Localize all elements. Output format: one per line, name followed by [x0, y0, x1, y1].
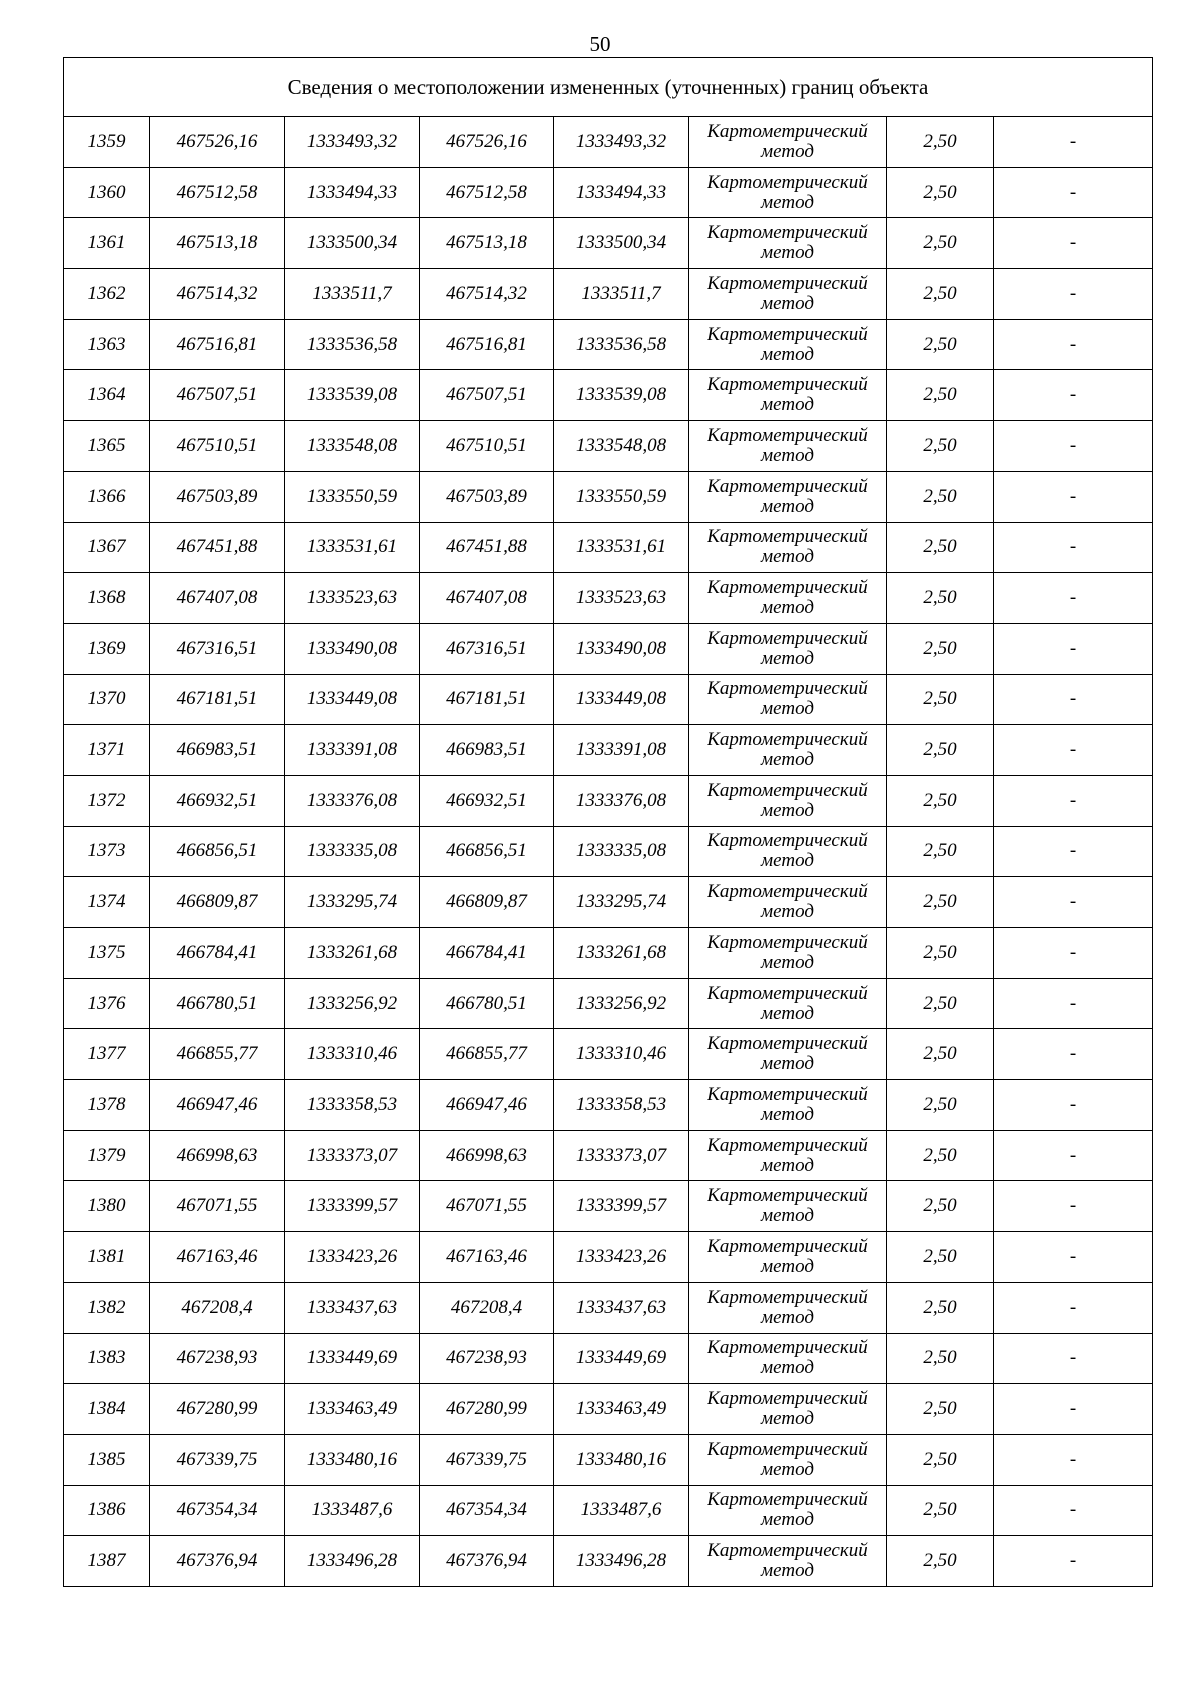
note-cell: -	[994, 877, 1153, 928]
method-cell: Картометрический метод	[689, 623, 887, 674]
method-cell: Картометрический метод	[689, 1282, 887, 1333]
table-row	[64, 928, 1153, 979]
existing-x-cell: 467451,88	[150, 522, 285, 573]
method-cell: Картометрический метод	[689, 1130, 887, 1181]
accuracy-cell: 2,50	[887, 421, 994, 472]
point-number-cell: 1372	[64, 775, 150, 826]
method-cell: Картометрический метод	[689, 1434, 887, 1485]
refined-x-cell: 467376,94	[420, 1536, 554, 1587]
existing-y-cell: 1333494,33	[285, 167, 420, 218]
accuracy-cell: 2,50	[887, 117, 994, 168]
refined-y-cell: 1333261,68	[554, 928, 689, 979]
method-cell: Картометрический метод	[689, 218, 887, 269]
existing-y-cell: 1333490,08	[285, 623, 420, 674]
existing-x-cell: 467316,51	[150, 623, 285, 674]
existing-y-cell: 1333449,69	[285, 1333, 420, 1384]
point-number-cell: 1364	[64, 370, 150, 421]
refined-x-cell: 467316,51	[420, 623, 554, 674]
existing-y-cell: 1333376,08	[285, 775, 420, 826]
method-cell: Картометрический метод	[689, 573, 887, 624]
method-cell: Картометрический метод	[689, 775, 887, 826]
point-number-cell: 1362	[64, 269, 150, 320]
note-cell: -	[994, 167, 1153, 218]
refined-y-cell: 1333536,58	[554, 319, 689, 370]
method-cell: Картометрический метод	[689, 1232, 887, 1283]
existing-y-cell: 1333496,28	[285, 1536, 420, 1587]
refined-y-cell: 1333376,08	[554, 775, 689, 826]
method-cell: Картометрический метод	[689, 471, 887, 522]
accuracy-cell: 2,50	[887, 1434, 994, 1485]
method-cell: Картометрический метод	[689, 1333, 887, 1384]
method-cell: Картометрический метод	[689, 1536, 887, 1587]
point-number-cell: 1385	[64, 1434, 150, 1485]
existing-x-cell: 466809,87	[150, 877, 285, 928]
existing-y-cell: 1333261,68	[285, 928, 420, 979]
refined-x-cell: 466784,41	[420, 928, 554, 979]
accuracy-cell: 2,50	[887, 674, 994, 725]
refined-y-cell: 1333550,59	[554, 471, 689, 522]
existing-y-cell: 1333500,34	[285, 218, 420, 269]
refined-y-cell: 1333310,46	[554, 1029, 689, 1080]
point-number-cell: 1370	[64, 674, 150, 725]
refined-x-cell: 466856,51	[420, 826, 554, 877]
table-row	[64, 674, 1153, 725]
table-row	[64, 471, 1153, 522]
refined-x-cell: 467507,51	[420, 370, 554, 421]
refined-x-cell: 467451,88	[420, 522, 554, 573]
accuracy-cell: 2,50	[887, 1232, 994, 1283]
refined-x-cell: 467510,51	[420, 421, 554, 472]
point-number-cell: 1373	[64, 826, 150, 877]
note-cell: -	[994, 370, 1153, 421]
table-row	[64, 573, 1153, 624]
refined-y-cell: 1333548,08	[554, 421, 689, 472]
existing-x-cell: 467163,46	[150, 1232, 285, 1283]
method-cell: Картометрический метод	[689, 1384, 887, 1435]
accuracy-cell: 2,50	[887, 928, 994, 979]
point-number-cell: 1361	[64, 218, 150, 269]
method-cell: Картометрический метод	[689, 319, 887, 370]
table-row	[64, 117, 1153, 168]
table-row	[64, 725, 1153, 776]
existing-x-cell: 467280,99	[150, 1384, 285, 1435]
method-cell: Картометрический метод	[689, 269, 887, 320]
existing-y-cell: 1333449,08	[285, 674, 420, 725]
note-cell: -	[994, 928, 1153, 979]
existing-x-cell: 466784,41	[150, 928, 285, 979]
note-cell: -	[994, 1384, 1153, 1435]
accuracy-cell: 2,50	[887, 978, 994, 1029]
method-cell: Картометрический метод	[689, 522, 887, 573]
refined-x-cell: 466780,51	[420, 978, 554, 1029]
existing-x-cell: 467181,51	[150, 674, 285, 725]
existing-x-cell: 467512,58	[150, 167, 285, 218]
refined-y-cell: 1333496,28	[554, 1536, 689, 1587]
note-cell: -	[994, 269, 1153, 320]
accuracy-cell: 2,50	[887, 269, 994, 320]
method-cell: Картометрический метод	[689, 1029, 887, 1080]
point-number-cell: 1369	[64, 623, 150, 674]
note-cell: -	[994, 471, 1153, 522]
existing-y-cell: 1333373,07	[285, 1130, 420, 1181]
refined-y-cell: 1333523,63	[554, 573, 689, 624]
refined-x-cell: 467513,18	[420, 218, 554, 269]
method-cell: Картометрический метод	[689, 928, 887, 979]
refined-x-cell: 467163,46	[420, 1232, 554, 1283]
accuracy-cell: 2,50	[887, 471, 994, 522]
refined-x-cell: 467512,58	[420, 167, 554, 218]
point-number-cell: 1386	[64, 1485, 150, 1536]
point-number-cell: 1371	[64, 725, 150, 776]
point-number-cell: 1359	[64, 117, 150, 168]
table-row	[64, 1536, 1153, 1587]
point-number-cell: 1379	[64, 1130, 150, 1181]
existing-y-cell: 1333548,08	[285, 421, 420, 472]
existing-x-cell: 466932,51	[150, 775, 285, 826]
existing-x-cell: 466983,51	[150, 725, 285, 776]
refined-x-cell: 466947,46	[420, 1080, 554, 1131]
refined-x-cell: 466983,51	[420, 725, 554, 776]
refined-x-cell: 467208,4	[420, 1282, 554, 1333]
note-cell: -	[994, 1282, 1153, 1333]
table-row	[64, 623, 1153, 674]
refined-y-cell: 1333399,57	[554, 1181, 689, 1232]
refined-x-cell: 466809,87	[420, 877, 554, 928]
refined-y-cell: 1333463,49	[554, 1384, 689, 1435]
accuracy-cell: 2,50	[887, 573, 994, 624]
point-number-cell: 1378	[64, 1080, 150, 1131]
note-cell: -	[994, 674, 1153, 725]
existing-y-cell: 1333480,16	[285, 1434, 420, 1485]
existing-x-cell: 467526,16	[150, 117, 285, 168]
refined-x-cell: 467503,89	[420, 471, 554, 522]
refined-x-cell: 467526,16	[420, 117, 554, 168]
table-row	[64, 218, 1153, 269]
refined-x-cell: 467407,08	[420, 573, 554, 624]
table-row	[64, 877, 1153, 928]
accuracy-cell: 2,50	[887, 1181, 994, 1232]
page-number: 50	[589, 32, 611, 56]
table-row	[64, 1333, 1153, 1384]
existing-x-cell: 467238,93	[150, 1333, 285, 1384]
table-row	[64, 978, 1153, 1029]
table-row	[64, 370, 1153, 421]
table-row	[64, 1232, 1153, 1283]
accuracy-cell: 2,50	[887, 1029, 994, 1080]
existing-y-cell: 1333310,46	[285, 1029, 420, 1080]
note-cell: -	[994, 1130, 1153, 1181]
existing-x-cell: 467354,34	[150, 1485, 285, 1536]
existing-y-cell: 1333493,32	[285, 117, 420, 168]
refined-x-cell: 467238,93	[420, 1333, 554, 1384]
existing-x-cell: 466947,46	[150, 1080, 285, 1131]
existing-y-cell: 1333523,63	[285, 573, 420, 624]
existing-y-cell: 1333463,49	[285, 1384, 420, 1435]
point-number-cell: 1363	[64, 319, 150, 370]
accuracy-cell: 2,50	[887, 623, 994, 674]
refined-y-cell: 1333493,32	[554, 117, 689, 168]
note-cell: -	[994, 1232, 1153, 1283]
accuracy-cell: 2,50	[887, 725, 994, 776]
method-cell: Картометрический метод	[689, 877, 887, 928]
refined-y-cell: 1333531,61	[554, 522, 689, 573]
accuracy-cell: 2,50	[887, 1080, 994, 1131]
refined-y-cell: 1333480,16	[554, 1434, 689, 1485]
point-number-cell: 1387	[64, 1536, 150, 1587]
note-cell: -	[994, 1333, 1153, 1384]
method-cell: Картометрический метод	[689, 826, 887, 877]
accuracy-cell: 2,50	[887, 1333, 994, 1384]
refined-x-cell: 467181,51	[420, 674, 554, 725]
refined-y-cell: 1333256,92	[554, 978, 689, 1029]
existing-y-cell: 1333391,08	[285, 725, 420, 776]
table-row	[64, 522, 1153, 573]
accuracy-cell: 2,50	[887, 1384, 994, 1435]
existing-x-cell: 466856,51	[150, 826, 285, 877]
existing-y-cell: 1333550,59	[285, 471, 420, 522]
existing-x-cell: 467510,51	[150, 421, 285, 472]
refined-y-cell: 1333358,53	[554, 1080, 689, 1131]
existing-x-cell: 467208,4	[150, 1282, 285, 1333]
point-number-cell: 1377	[64, 1029, 150, 1080]
point-number-cell: 1383	[64, 1333, 150, 1384]
method-cell: Картометрический метод	[689, 370, 887, 421]
note-cell: -	[994, 978, 1153, 1029]
refined-y-cell: 1333539,08	[554, 370, 689, 421]
point-number-cell: 1380	[64, 1181, 150, 1232]
existing-x-cell: 467376,94	[150, 1536, 285, 1587]
refined-y-cell: 1333500,34	[554, 218, 689, 269]
table-row	[64, 269, 1153, 320]
existing-x-cell: 467071,55	[150, 1181, 285, 1232]
method-cell: Картометрический метод	[689, 117, 887, 168]
point-number-cell: 1366	[64, 471, 150, 522]
table-row	[64, 421, 1153, 472]
existing-y-cell: 1333487,6	[285, 1485, 420, 1536]
point-number-cell: 1384	[64, 1384, 150, 1435]
method-cell: Картометрический метод	[689, 1485, 887, 1536]
table-row	[64, 1029, 1153, 1080]
note-cell: -	[994, 218, 1153, 269]
existing-y-cell: 1333358,53	[285, 1080, 420, 1131]
refined-y-cell: 1333437,63	[554, 1282, 689, 1333]
note-cell: -	[994, 1181, 1153, 1232]
existing-x-cell: 467503,89	[150, 471, 285, 522]
method-cell: Картометрический метод	[689, 1181, 887, 1232]
existing-x-cell: 467339,75	[150, 1434, 285, 1485]
table-row	[64, 1181, 1153, 1232]
note-cell: -	[994, 775, 1153, 826]
refined-x-cell: 466932,51	[420, 775, 554, 826]
note-cell: -	[994, 1029, 1153, 1080]
existing-x-cell: 467407,08	[150, 573, 285, 624]
table-row	[64, 319, 1153, 370]
point-number-cell: 1368	[64, 573, 150, 624]
existing-y-cell: 1333335,08	[285, 826, 420, 877]
note-cell: -	[994, 725, 1153, 776]
refined-x-cell: 467071,55	[420, 1181, 554, 1232]
point-number-cell: 1360	[64, 167, 150, 218]
accuracy-cell: 2,50	[887, 1130, 994, 1181]
note-cell: -	[994, 1536, 1153, 1587]
table-row	[64, 1080, 1153, 1131]
table-header-row	[64, 58, 1153, 117]
note-cell: -	[994, 1434, 1153, 1485]
method-cell: Картометрический метод	[689, 674, 887, 725]
accuracy-cell: 2,50	[887, 1485, 994, 1536]
accuracy-cell: 2,50	[887, 1536, 994, 1587]
refined-x-cell: 467354,34	[420, 1485, 554, 1536]
existing-y-cell: 1333256,92	[285, 978, 420, 1029]
note-cell: -	[994, 1080, 1153, 1131]
accuracy-cell: 2,50	[887, 167, 994, 218]
refined-y-cell: 1333391,08	[554, 725, 689, 776]
table-row	[64, 1485, 1153, 1536]
table-row	[64, 1434, 1153, 1485]
point-number-cell: 1367	[64, 522, 150, 573]
existing-y-cell: 1333423,26	[285, 1232, 420, 1283]
refined-x-cell: 467516,81	[420, 319, 554, 370]
refined-y-cell: 1333295,74	[554, 877, 689, 928]
refined-y-cell: 1333511,7	[554, 269, 689, 320]
table-row	[64, 826, 1153, 877]
method-cell: Картометрический метод	[689, 978, 887, 1029]
note-cell: -	[994, 1485, 1153, 1536]
method-cell: Картометрический метод	[689, 1080, 887, 1131]
point-number-cell: 1381	[64, 1232, 150, 1283]
refined-x-cell: 466855,77	[420, 1029, 554, 1080]
table-title: Сведения о местоположении измененных (уточненных) границ объекта	[64, 58, 1153, 117]
refined-x-cell: 466998,63	[420, 1130, 554, 1181]
existing-x-cell: 466855,77	[150, 1029, 285, 1080]
refined-y-cell: 1333423,26	[554, 1232, 689, 1283]
refined-y-cell: 1333490,08	[554, 623, 689, 674]
accuracy-cell: 2,50	[887, 775, 994, 826]
accuracy-cell: 2,50	[887, 1282, 994, 1333]
accuracy-cell: 2,50	[887, 522, 994, 573]
table-row	[64, 167, 1153, 218]
refined-y-cell: 1333494,33	[554, 167, 689, 218]
existing-x-cell: 467514,32	[150, 269, 285, 320]
note-cell: -	[994, 573, 1153, 624]
existing-x-cell: 467516,81	[150, 319, 285, 370]
refined-y-cell: 1333449,69	[554, 1333, 689, 1384]
boundary-coordinates-table	[63, 57, 1153, 1587]
table-row	[64, 1130, 1153, 1181]
point-number-cell: 1382	[64, 1282, 150, 1333]
note-cell: -	[994, 117, 1153, 168]
accuracy-cell: 2,50	[887, 370, 994, 421]
table-row	[64, 1282, 1153, 1333]
refined-x-cell: 467339,75	[420, 1434, 554, 1485]
point-number-cell: 1365	[64, 421, 150, 472]
note-cell: -	[994, 623, 1153, 674]
existing-y-cell: 1333295,74	[285, 877, 420, 928]
note-cell: -	[994, 826, 1153, 877]
note-cell: -	[994, 421, 1153, 472]
existing-x-cell: 466780,51	[150, 978, 285, 1029]
existing-y-cell: 1333536,58	[285, 319, 420, 370]
refined-y-cell: 1333373,07	[554, 1130, 689, 1181]
refined-x-cell: 467514,32	[420, 269, 554, 320]
existing-x-cell: 467507,51	[150, 370, 285, 421]
note-cell: -	[994, 319, 1153, 370]
accuracy-cell: 2,50	[887, 877, 994, 928]
existing-y-cell: 1333531,61	[285, 522, 420, 573]
refined-x-cell: 467280,99	[420, 1384, 554, 1435]
refined-y-cell: 1333449,08	[554, 674, 689, 725]
method-cell: Картометрический метод	[689, 725, 887, 776]
table-row	[64, 775, 1153, 826]
existing-y-cell: 1333511,7	[285, 269, 420, 320]
table-row	[64, 1384, 1153, 1435]
point-number-cell: 1376	[64, 978, 150, 1029]
refined-y-cell: 1333487,6	[554, 1485, 689, 1536]
existing-x-cell: 467513,18	[150, 218, 285, 269]
point-number-cell: 1374	[64, 877, 150, 928]
existing-y-cell: 1333437,63	[285, 1282, 420, 1333]
note-cell: -	[994, 522, 1153, 573]
method-cell: Картометрический метод	[689, 167, 887, 218]
point-number-cell: 1375	[64, 928, 150, 979]
existing-y-cell: 1333539,08	[285, 370, 420, 421]
accuracy-cell: 2,50	[887, 826, 994, 877]
method-cell: Картометрический метод	[689, 421, 887, 472]
refined-y-cell: 1333335,08	[554, 826, 689, 877]
accuracy-cell: 2,50	[887, 218, 994, 269]
accuracy-cell: 2,50	[887, 319, 994, 370]
existing-x-cell: 466998,63	[150, 1130, 285, 1181]
existing-y-cell: 1333399,57	[285, 1181, 420, 1232]
